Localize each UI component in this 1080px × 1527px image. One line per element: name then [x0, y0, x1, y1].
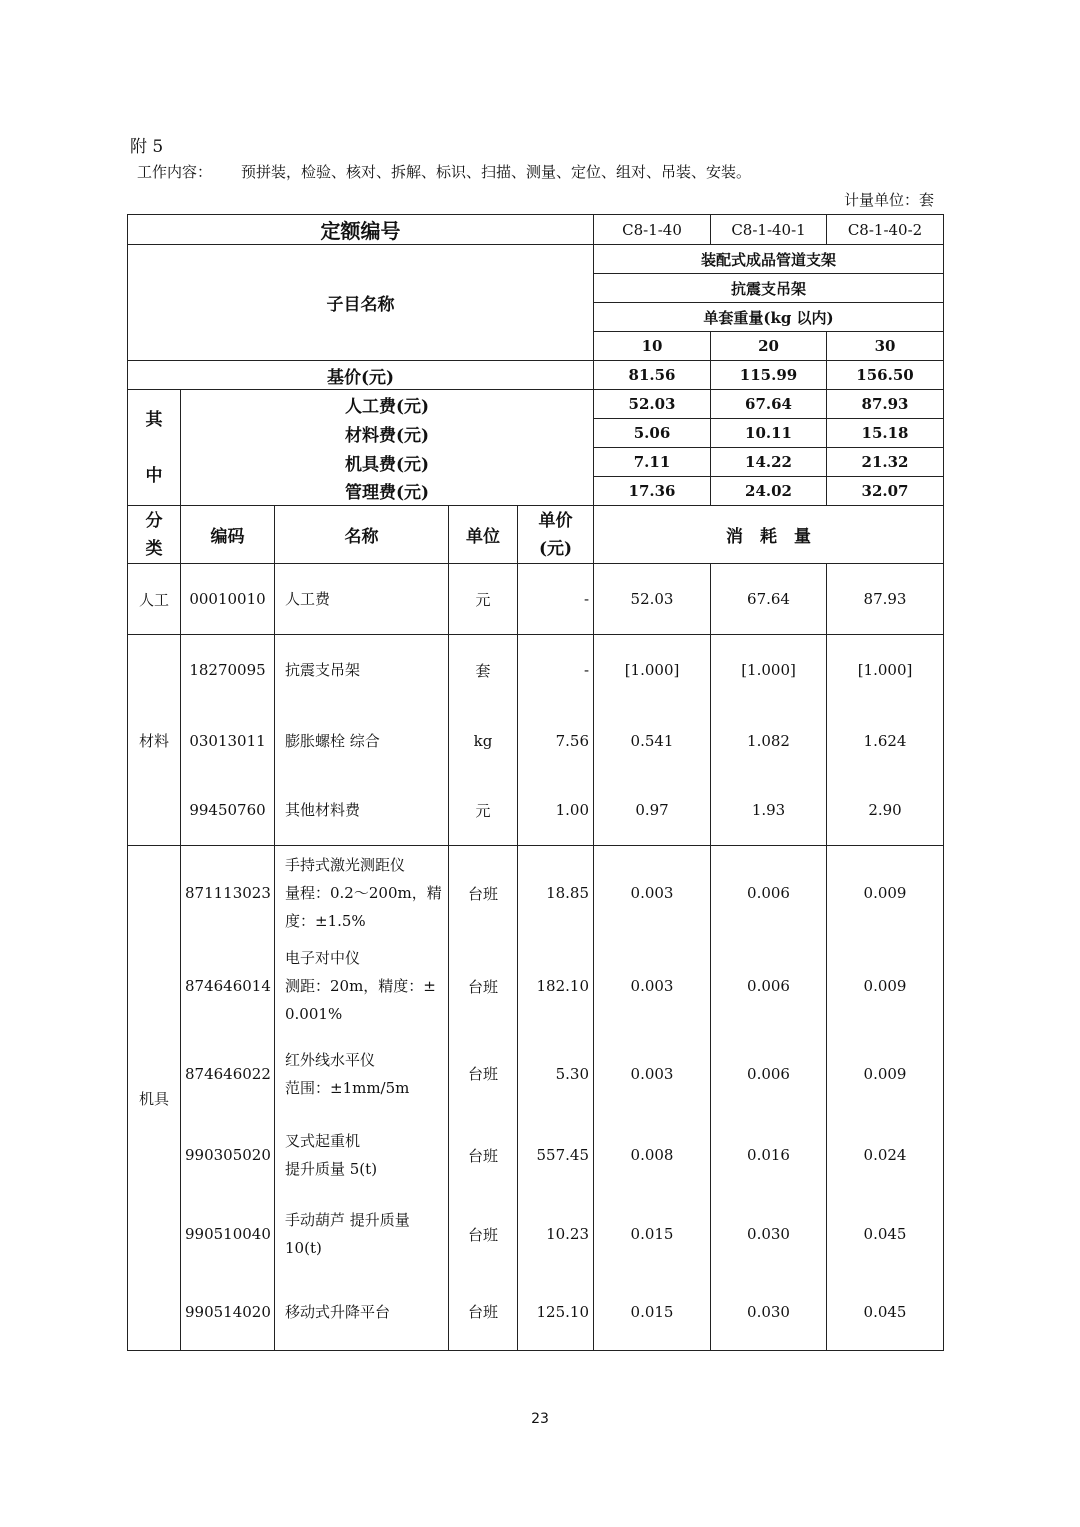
item-name: 膨胀螺栓 综合	[275, 706, 449, 776]
item-name-line: 手持式激光测距仪	[285, 856, 406, 875]
cost-value: 24.02	[711, 477, 827, 506]
consumption-value: 0.009	[827, 846, 944, 941]
of-which-label	[128, 390, 181, 506]
quota-table	[127, 214, 944, 1351]
col-header-consumption: 消 耗 量	[594, 506, 944, 564]
item-price: 1.00	[518, 776, 594, 846]
category-machine: 机具	[128, 846, 181, 1351]
item-code: 874646022	[181, 1032, 275, 1116]
item-price: -	[518, 564, 594, 635]
item-price: 7.56	[518, 706, 594, 776]
cost-value: 87.93	[827, 390, 944, 419]
col-header-price-bottom: (元)	[538, 538, 573, 559]
col-header-price	[518, 506, 594, 564]
consumption-value: 0.045	[827, 1195, 944, 1274]
item-name	[275, 1274, 449, 1351]
item-code: 00010010	[181, 564, 275, 635]
quota-code: C8-1-40	[594, 215, 711, 245]
sub-item-name: 抗震支吊架	[594, 274, 944, 303]
param-value: 30	[827, 332, 944, 361]
item-name	[275, 846, 449, 941]
item-code: 18270095	[181, 635, 275, 706]
consumption-value: 0.006	[711, 846, 827, 941]
col-header-category-bottom: 类	[145, 538, 163, 559]
item-code: 871113023	[181, 846, 275, 941]
consumption-value: 52.03	[594, 564, 711, 635]
item-unit: 台班	[449, 941, 518, 1032]
consumption-value: 0.006	[711, 1032, 827, 1116]
cost-label-material: 材料费(元)	[181, 419, 594, 448]
item-unit: 台班	[449, 846, 518, 941]
consumption-value: [1.000]	[594, 635, 711, 706]
item-name	[275, 1116, 449, 1195]
consumption-value: 0.045	[827, 1274, 944, 1351]
item-unit: 元	[449, 564, 518, 635]
consumption-value: 0.015	[594, 1274, 711, 1351]
consumption-value: 0.024	[827, 1116, 944, 1195]
of-which-top: 其	[145, 409, 163, 430]
col-header-name: 名称	[275, 506, 449, 564]
annex-label: 附 5	[130, 137, 164, 157]
table-row	[128, 1032, 944, 1116]
cost-value: 67.64	[711, 390, 827, 419]
col-header-category	[128, 506, 181, 564]
item-name-line: 范围：±1mm/5m	[285, 1078, 410, 1097]
category-labor: 人工	[128, 564, 181, 635]
item-name-line: 移动式升降平台	[285, 1302, 391, 1321]
cost-value: 52.03	[594, 390, 711, 419]
consumption-value: 1.93	[711, 776, 827, 846]
item-name-label: 子目名称	[128, 245, 594, 361]
cost-label-machine: 机具费(元)	[181, 448, 594, 477]
table-row	[128, 1195, 944, 1274]
consumption-value: 1.624	[827, 706, 944, 776]
cost-label-labor: 人工费(元)	[181, 390, 594, 419]
quota-no-label: 定额编号	[128, 215, 594, 245]
item-price: -	[518, 635, 594, 706]
col-header-price-top: 单价	[538, 510, 573, 531]
item-code: 990510040	[181, 1195, 275, 1274]
work-content-line	[137, 161, 751, 182]
item-code: 03013011	[181, 706, 275, 776]
item-unit: 台班	[449, 1274, 518, 1351]
param-value: 10	[594, 332, 711, 361]
consumption-value: 2.90	[827, 776, 944, 846]
consumption-value: 0.97	[594, 776, 711, 846]
consumption-value: 0.016	[711, 1116, 827, 1195]
item-name	[275, 941, 449, 1032]
base-price: 156.50	[827, 361, 944, 390]
item-name	[275, 1032, 449, 1116]
cost-label-management: 管理费(元)	[181, 477, 594, 506]
work-content-text: 预拼装，检验、核对、拆解、标识、扫描、测量、定位、组对、吊装、安装。	[241, 163, 752, 181]
base-price: 115.99	[711, 361, 827, 390]
consumption-value: 0.015	[594, 1195, 711, 1274]
item-price: 18.85	[518, 846, 594, 941]
cost-value: 14.22	[711, 448, 827, 477]
consumption-value: 0.030	[711, 1195, 827, 1274]
item-price: 5.30	[518, 1032, 594, 1116]
consumption-value: 0.030	[711, 1274, 827, 1351]
item-unit: 套	[449, 635, 518, 706]
item-name: 抗震支吊架	[275, 635, 449, 706]
table-row	[128, 1116, 944, 1195]
item-name-line: 提升质量 5(t)	[285, 1160, 378, 1178]
item-price: 557.45	[518, 1116, 594, 1195]
consumption-value: 1.082	[711, 706, 827, 776]
table-row	[128, 1274, 944, 1351]
page-number: 23	[531, 1411, 549, 1427]
item-name-line: 0.001%	[285, 1005, 343, 1023]
consumption-value: 0.003	[594, 1032, 711, 1116]
item-name-line: 测距：20m，精度：±	[285, 977, 436, 995]
consumption-value: 0.541	[594, 706, 711, 776]
item-unit: 台班	[449, 1032, 518, 1116]
of-which-bottom: 中	[145, 465, 163, 486]
consumption-value: 0.009	[827, 941, 944, 1032]
category-material: 材料	[128, 635, 181, 846]
work-content-label: 工作内容：	[137, 163, 213, 181]
item-name-line: 度：±1.5%	[285, 912, 366, 931]
item-name: 其他材料费	[275, 776, 449, 846]
consumption-value: [1.000]	[827, 635, 944, 706]
table-row	[128, 941, 944, 1032]
item-unit: kg	[449, 706, 518, 776]
item-code: 874646014	[181, 941, 275, 1032]
base-price: 81.56	[594, 361, 711, 390]
consumption-value: 67.64	[711, 564, 827, 635]
consumption-value: 0.006	[711, 941, 827, 1032]
cost-value: 15.18	[827, 419, 944, 448]
base-price-label: 基价(元)	[128, 361, 594, 390]
consumption-value: 0.008	[594, 1116, 711, 1195]
item-name	[275, 1195, 449, 1274]
consumption-value: 0.009	[827, 1032, 944, 1116]
quota-code: C8-1-40-2	[827, 215, 944, 245]
item-price: 182.10	[518, 941, 594, 1032]
item-name-line: 10(t)	[285, 1239, 322, 1257]
consumption-value: 0.003	[594, 941, 711, 1032]
consumption-value: 87.93	[827, 564, 944, 635]
cost-value: 7.11	[594, 448, 711, 477]
param-label: 单套重量(kg 以内)	[594, 303, 944, 332]
item-name-line: 红外线水平仪	[285, 1050, 376, 1069]
table-row	[128, 706, 944, 776]
cost-value: 5.06	[594, 419, 711, 448]
table-row	[128, 776, 944, 846]
item-name-line: 电子对中仪	[285, 949, 361, 967]
item-unit: 台班	[449, 1195, 518, 1274]
item-price: 10.23	[518, 1195, 594, 1274]
table-row	[128, 846, 944, 941]
item-name: 人工费	[275, 564, 449, 635]
cost-value: 17.36	[594, 477, 711, 506]
table-row	[128, 635, 944, 706]
cost-value: 10.11	[711, 419, 827, 448]
param-value: 20	[711, 332, 827, 361]
cost-value: 21.32	[827, 448, 944, 477]
item-unit: 元	[449, 776, 518, 846]
item-unit: 台班	[449, 1116, 518, 1195]
col-header-category-top: 分	[145, 510, 163, 531]
item-name-line: 叉式起重机	[285, 1132, 361, 1150]
cost-value: 32.07	[827, 477, 944, 506]
col-header-code: 编码	[181, 506, 275, 564]
item-name-line: 量程：0.2～200m，精	[285, 884, 442, 903]
col-header-unit: 单位	[449, 506, 518, 564]
quota-code: C8-1-40-1	[711, 215, 827, 245]
unit-note: 计量单位：套	[843, 191, 934, 209]
item-code: 99450760	[181, 776, 275, 846]
item-code: 990514020	[181, 1274, 275, 1351]
item-price: 125.10	[518, 1274, 594, 1351]
item-name-line: 手动葫芦 提升质量	[285, 1211, 410, 1229]
consumption-value: [1.000]	[711, 635, 827, 706]
group-name: 装配式成品管道支架	[594, 245, 944, 274]
consumption-value: 0.003	[594, 846, 711, 941]
item-code: 990305020	[181, 1116, 275, 1195]
